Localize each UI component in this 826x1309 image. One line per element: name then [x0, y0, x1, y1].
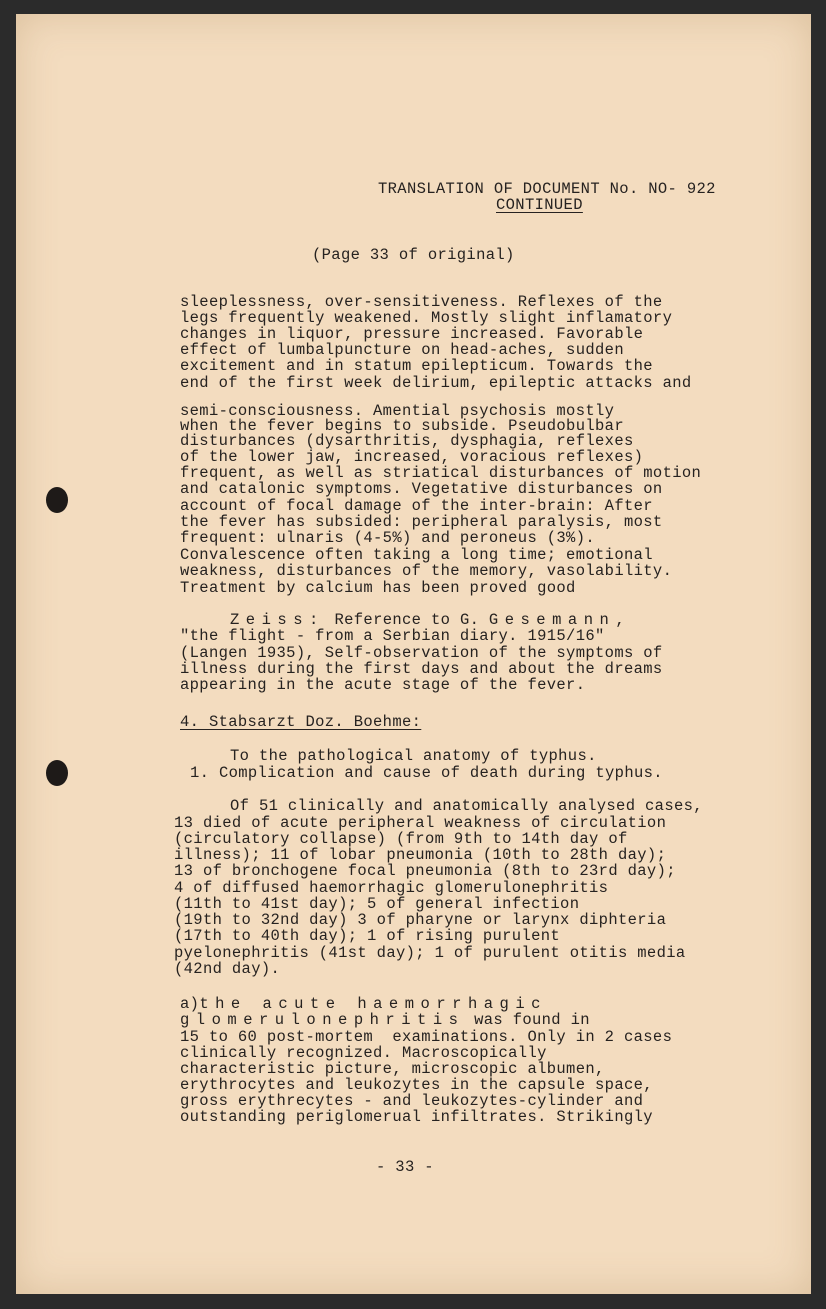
text-line: legs frequently weakened. Mostly slight inflamatory [180, 309, 673, 327]
punch-hole-bottom [46, 760, 68, 786]
text-line: disturbances (dysarthritis, dysphagia, reflexes [180, 432, 634, 450]
spaced-term: glomerulonephritis [180, 1011, 465, 1029]
text-line: characteristic picture, microscopic albumen, [180, 1060, 605, 1078]
text-line: semi-consciousness. Amential psychosis mostly [180, 402, 615, 420]
section-intro: To the pathological anatomy of typhus. [230, 747, 597, 765]
text-line: clinically recognized. Macroscopically [180, 1044, 547, 1062]
text-line: "the flight - from a Serbian diary. 1915/16" [180, 627, 605, 645]
section-heading: 4. Stabsarzt Doz. Boehme: [180, 713, 422, 731]
text-line [230, 612, 631, 628]
text-line: Treatment by calcium has been proved good [180, 579, 576, 597]
text-line: weakness, disturbances of the memory, vasolability. [180, 562, 673, 580]
text-line: pyelonephritis (41st day); 1 of purulent otitis media [174, 944, 686, 962]
text-line: Convalescence often taking a long time; emotional [180, 546, 653, 564]
text-line: (42nd day). [174, 960, 281, 978]
numbered-item: 1. Complication and cause of death during typhus. [190, 764, 663, 782]
text-fragment: Reference to G. [334, 611, 480, 629]
text-line: frequent: ulnaris (4-5%) and peroneus (3%). [180, 529, 596, 547]
document-title: TRANSLATION OF DOCUMENT No. NO- 922 [378, 180, 716, 198]
text-line: (Langen 1935), Self-observation of the symptoms of [180, 644, 663, 662]
text-line [180, 996, 547, 1012]
text-line: appearing in the acute stage of the fever. [180, 676, 586, 694]
document-subtitle: CONTINUED [496, 196, 583, 214]
text-line: outstanding periglomerual infiltrates. Strikingly [180, 1108, 653, 1126]
text-line: the fever has subsided: peripheral paralysis, most [180, 513, 663, 531]
item-label: a) [180, 995, 200, 1013]
text-line: changes in liquor, pressure increased. Favorable [180, 325, 644, 343]
text-line: account of focal damage of the inter-brain: After [180, 497, 653, 515]
spaced-term: the acute haemorrhagic [199, 995, 547, 1013]
text-line: excitement and in statum epilepticum. Towards the [180, 357, 653, 375]
text-line: Of 51 clinically and anatomically analysed cases, [230, 797, 703, 815]
punch-hole-top [46, 487, 68, 513]
speaker-name: Zeiss: [230, 611, 325, 629]
text-line: and catalonic symptoms. Vegetative disturbances on [180, 480, 663, 498]
text-line: end of the first week delirium, epileptic attacks and [180, 374, 692, 392]
text-line: of the lower jaw, increased, voracious reflexes) [180, 448, 644, 466]
text-line: 13 of bronchogene focal pneumonia (8th to 23rd day); [174, 862, 676, 880]
text-fragment: was found in [474, 1011, 590, 1029]
text-line: gross erythrecytes - and leukozytes-cylinder and [180, 1092, 644, 1110]
text-line: illness during the first days and about the dreams [180, 660, 663, 678]
text-line: 4 of diffused haemorrhagic glomerulonephritis [174, 879, 609, 897]
text-line: effect of lumbalpuncture on head-aches, sudden [180, 341, 624, 359]
text-line: 13 died of acute peripheral weakness of circulation [174, 814, 667, 832]
text-line: (11th to 41st day); 5 of general infection [174, 895, 580, 913]
text-line: 15 to 60 post-mortem examinations. Only in 2 cases [180, 1028, 673, 1046]
text-line: illness); 11 of lobar pneumonia (10th to 28th day); [174, 846, 667, 864]
text-line: (circulatory collapse) (from 9th to 14th day of [174, 830, 628, 848]
document-page [16, 14, 811, 1294]
text-line: (17th to 40th day); 1 of rising purulent [174, 927, 561, 945]
page-reference: (Page 33 of original) [312, 246, 515, 264]
page-number: - 33 - [376, 1158, 434, 1176]
text-line: sleeplessness, over-sensitiveness. Reflexes of the [180, 293, 663, 311]
text-line: frequent, as well as striatical disturbances of motion [180, 464, 702, 482]
text-line: when the fever begins to subside. Pseudobulbar [180, 417, 624, 435]
text-line [180, 1012, 590, 1028]
text-line: (19th to 32nd day) 3 of pharyne or larynx diphteria [174, 911, 667, 929]
author-name: Gesemann, [488, 611, 632, 629]
text-line: erythrocytes and leukozytes in the capsule space, [180, 1076, 653, 1094]
